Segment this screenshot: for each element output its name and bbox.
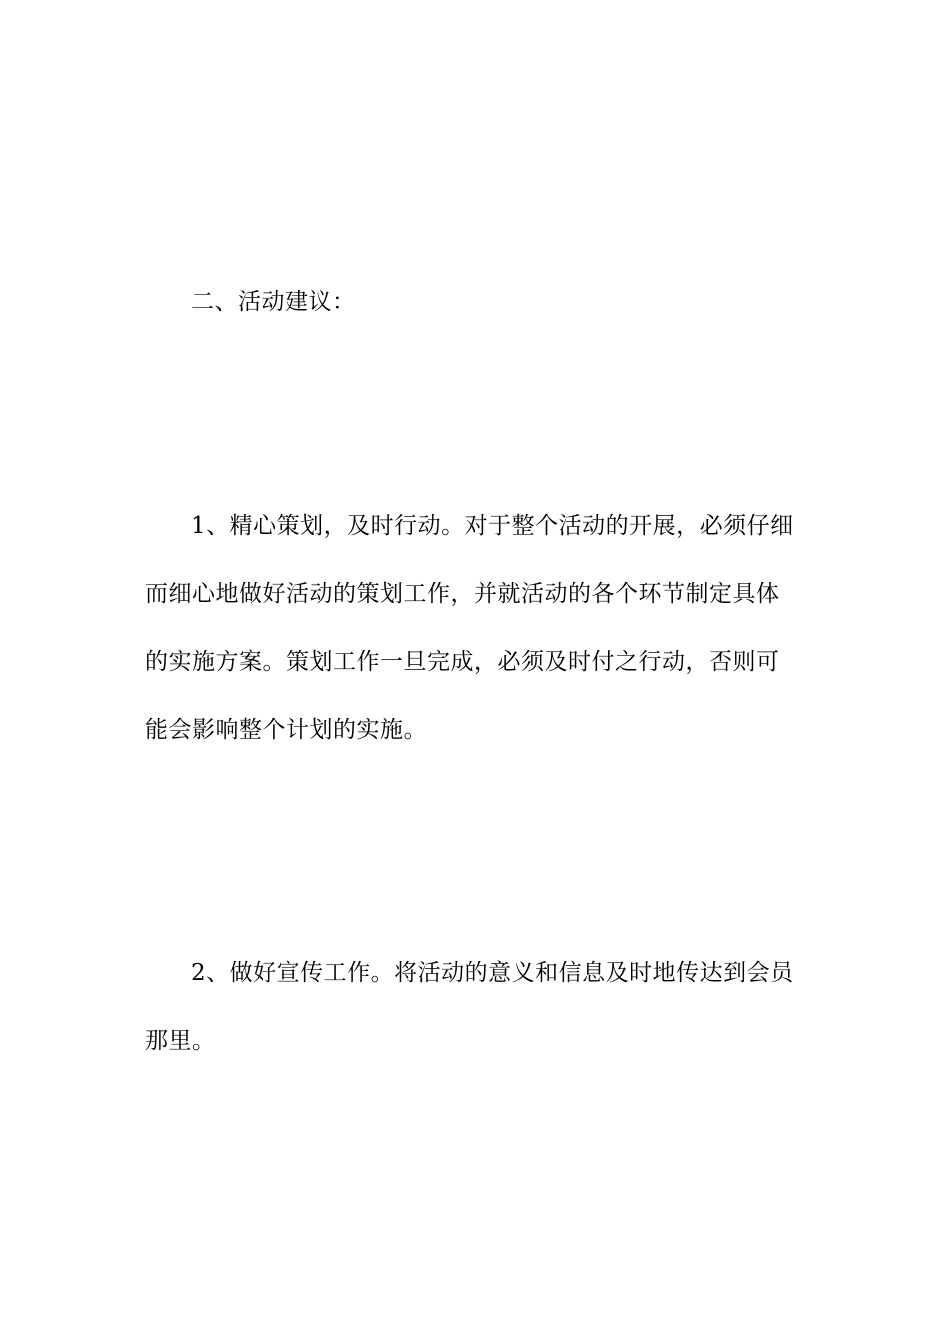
paragraph-line: 2、做好宣传工作。将活动的意义和信息及时地传达到会员 — [191, 960, 794, 986]
paragraph-line: 的实施方案。策划工作一旦完成，必须及时付之行动，否则可 — [145, 649, 780, 675]
heading-text: 二、活动建议： — [191, 289, 356, 315]
paragraph-line: 那里。 — [145, 1028, 216, 1054]
section-heading — [145, 268, 856, 336]
paragraph-planning — [145, 492, 810, 764]
paragraph-line: 1、精心策划，及时行动。对于整个活动的开展，必须仔细 — [191, 513, 794, 539]
paragraph-line: 而细心地做好活动的策划工作，并就活动的各个环节制定具体 — [145, 581, 780, 607]
paragraph-publicity — [145, 939, 810, 1075]
paragraph-line: 能会影响整个计划的实施。 — [145, 717, 427, 743]
